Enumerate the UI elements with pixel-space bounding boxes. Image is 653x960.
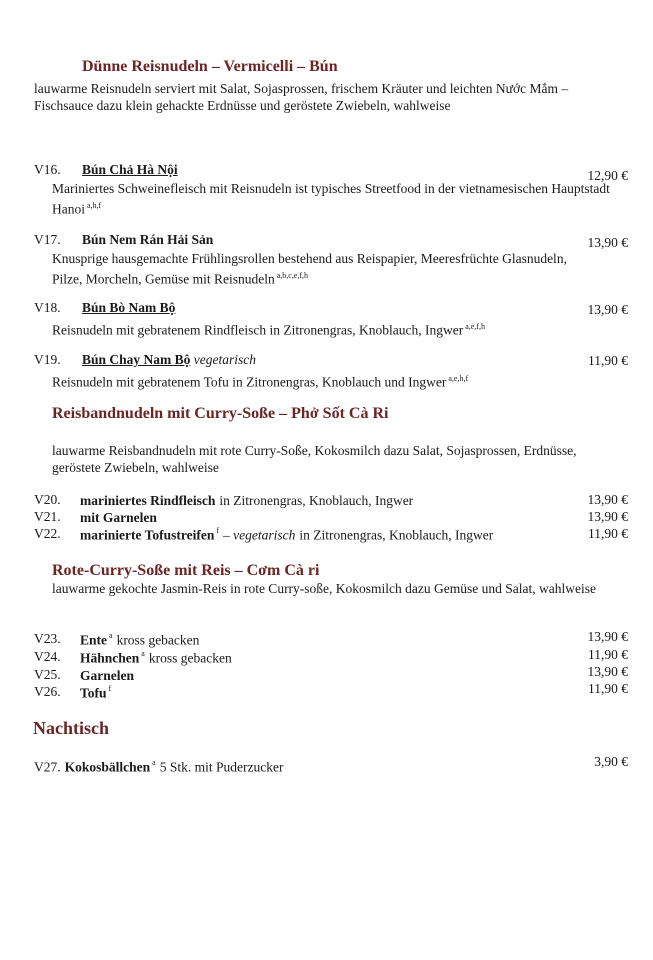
- item-price: 13,90 €: [587, 492, 628, 507]
- item-description: [52, 370, 582, 391]
- item-line: [34, 758, 283, 776]
- item-number: V22.: [34, 526, 61, 541]
- allergen-codes: a,h,f: [87, 201, 102, 210]
- item-price: 13,90 €: [587, 235, 628, 250]
- item-name: Bún Chả Hà Nội: [82, 162, 178, 177]
- item-number: V23.: [34, 631, 61, 646]
- allergen-codes: a,e,h,f: [448, 374, 469, 383]
- section-intro-rice: lauwarme gekochte Jasmin-Reis in rote Curry-soße, Kokosmilch dazu Gemüse und Salat, wahlweise: [52, 581, 596, 596]
- allergen-codes: a,b,c,e,f,h: [276, 271, 309, 280]
- item-detail: kross gebacken: [148, 650, 232, 666]
- item-name: Bún Bò Nam Bộ: [82, 300, 176, 315]
- item-line: [80, 526, 493, 544]
- item-price: 13,90 €: [587, 302, 628, 317]
- section-title-rice: Rote-Curry-Soße mit Reis – Cơm Cà ri: [52, 562, 320, 579]
- section-intro-curry: lauwarme Reisbandnudeln mit rote Curry-Soße, Kokosmilch dazu Salat, Sojasprossen, Erdnüsse, geröstete Zwiebeln, wahlweise: [52, 443, 577, 475]
- section-title-bun: Dünne Reisnudeln – Vermicelli – Bún: [82, 58, 338, 75]
- item-line: [80, 649, 232, 667]
- item-name: Bún Nem Rán Hải Sản: [82, 232, 214, 247]
- description-text: Reisnudeln mit gebratenem Rindfleisch in Zitronengras, Knoblauch, Ingwer: [52, 322, 464, 338]
- item-description: [52, 180, 622, 218]
- allergen-codes: a: [109, 631, 113, 640]
- item-price: 11,90 €: [588, 526, 628, 541]
- item-line: [80, 509, 157, 527]
- section-intro-bun: lauwarme Reisnudeln serviert mit Salat, Sojasprossen, frischem Kräuter und leichten Nước Mắm – Fischsauce dazu klein gehackte Erdnüsse und geröstete Zwiebeln, wahlweise: [34, 81, 569, 113]
- item-price: 11,90 €: [588, 353, 628, 368]
- item-number: V19.: [34, 352, 61, 367]
- allergen-codes: a: [152, 758, 156, 767]
- item-number: V18.: [34, 300, 61, 315]
- item-price: 3,90 €: [594, 754, 628, 769]
- item-price: 13,90 €: [587, 664, 628, 679]
- item-detail: 5 Stk. mit Puderzucker: [159, 759, 284, 775]
- item-description: [52, 318, 582, 339]
- item-name: Garnelen: [80, 668, 134, 683]
- vegetarian-tag: – vegetarisch: [223, 527, 296, 543]
- item-number: V20.: [34, 492, 61, 507]
- allergen-codes: a: [141, 649, 145, 658]
- item-price: 11,90 €: [588, 681, 628, 696]
- section-title-curry: Reisbandnudeln mit Curry-Soße – Phở Sốt Cà Ri: [52, 405, 389, 422]
- description-text: Knusprige hausgemachte Frühlingsrollen bestehend aus Reispapier, Meeresfrüchte Glasnudeln, Pilze, Morcheln, Gemüse mit Reisnudeln: [52, 251, 567, 287]
- item-line: [80, 631, 199, 649]
- allergen-codes: a,e,f,h: [465, 322, 486, 331]
- item-price: 12,90 €: [587, 168, 628, 183]
- item-number: V27.: [34, 759, 61, 775]
- item-line: [80, 684, 111, 702]
- item-name: mariniertes Rindfleisch: [80, 493, 216, 508]
- item-detail: kross gebacken: [116, 632, 200, 648]
- item-line: [80, 492, 413, 510]
- vegetarian-tag: vegetarisch: [193, 352, 257, 367]
- item-number: V25.: [34, 667, 61, 682]
- item-name: Ente: [80, 632, 107, 648]
- item-detail: in Zitronengras, Knoblauch, Ingwer: [219, 493, 414, 508]
- item-number: V17.: [34, 232, 61, 247]
- item-price: 11,90 €: [588, 647, 628, 662]
- description-text: Reisnudeln mit gebratenem Tofu in Zitronengras, Knoblauch und Ingwer: [52, 374, 447, 390]
- section-title-dessert: Nachtisch: [33, 718, 109, 738]
- item-number: V26.: [34, 684, 61, 699]
- allergen-codes: f: [108, 684, 112, 693]
- item-number: V16.: [34, 162, 61, 177]
- allergen-codes: f: [216, 526, 220, 535]
- item-price: 13,90 €: [587, 509, 628, 524]
- item-name: mit Garnelen: [80, 510, 157, 525]
- item-line: [80, 667, 134, 685]
- item-name: Hähnchen: [80, 650, 140, 666]
- item-price: 13,90 €: [587, 629, 628, 644]
- item-detail: in Zitronengras, Knoblauch, Ingwer: [299, 527, 494, 543]
- item-number: V24.: [34, 649, 61, 664]
- item-name: marinierte Tofustreifen: [80, 527, 215, 543]
- item-name: Tofu: [80, 685, 107, 701]
- item-name: [82, 352, 256, 368]
- description-text: Mariniertes Schweinefleisch mit Reisnudeln ist typisches Streetfood in der vietnamesischen Hauptstadt Hanoi: [52, 181, 610, 217]
- item-name-text: Bún Chay Nam Bộ: [82, 352, 191, 367]
- item-number: V21.: [34, 509, 61, 524]
- item-name: Kokosbällchen: [64, 759, 151, 775]
- item-description: [52, 250, 582, 288]
